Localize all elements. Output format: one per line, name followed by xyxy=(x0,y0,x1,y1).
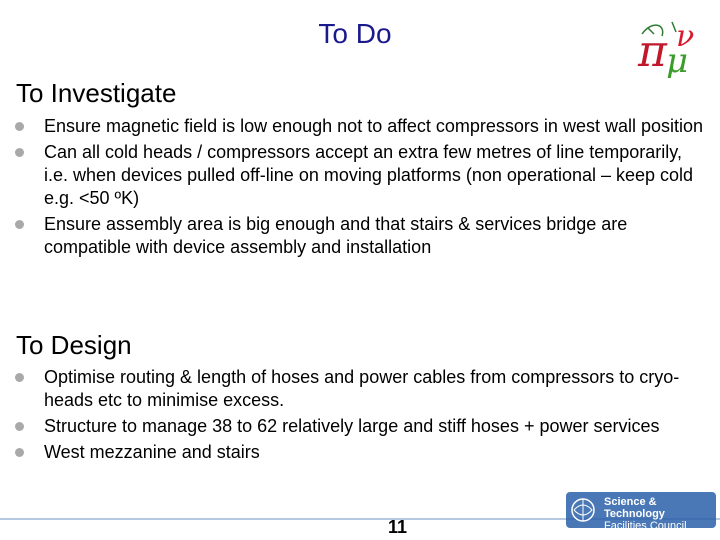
section-heading-design: To Design xyxy=(16,330,132,360)
bullet-dot xyxy=(15,448,24,457)
pi-mu-nu-logo xyxy=(632,14,704,78)
page-number: 11 xyxy=(388,517,408,537)
list-item: Ensure assembly area is big enough and that stairs & services bridge are compatible with device assembly and installation xyxy=(14,213,704,259)
list-item: Ensure magnetic field is low enough not to affect compressors in west wall position xyxy=(14,115,704,138)
bullet-dot xyxy=(15,422,24,431)
list-item: Optimise routing & length of hoses and power cables from compressors to cryo-heads etc to minimise excess. xyxy=(14,366,704,412)
svg-text:ν: ν xyxy=(676,19,695,54)
list-item: Structure to manage 38 to 62 relatively large and stiff hoses + power services xyxy=(14,415,704,438)
stfc-logo-text: Science & Technology Facilities Council xyxy=(604,496,687,532)
bullet-dot xyxy=(15,122,24,131)
bullet-dot xyxy=(15,373,24,382)
list-item: West mezzanine and stairs xyxy=(14,441,704,464)
bullet-dot xyxy=(15,220,24,229)
section-heading-investigate: To Investigate xyxy=(16,78,177,108)
svg-text:π: π xyxy=(638,26,667,77)
design-list xyxy=(14,366,704,467)
bullet-dot xyxy=(15,148,24,157)
list-item: Can all cold heads / compressors accept an extra few metres of line temporarily, i.e. when devices pulled off-line on moving platforms (non operational – keep cold e.g. <50 ºK) xyxy=(14,141,704,210)
investigate-list xyxy=(14,115,704,262)
slide-title: To Do xyxy=(318,18,392,49)
svg-text:μ: μ xyxy=(666,41,689,78)
